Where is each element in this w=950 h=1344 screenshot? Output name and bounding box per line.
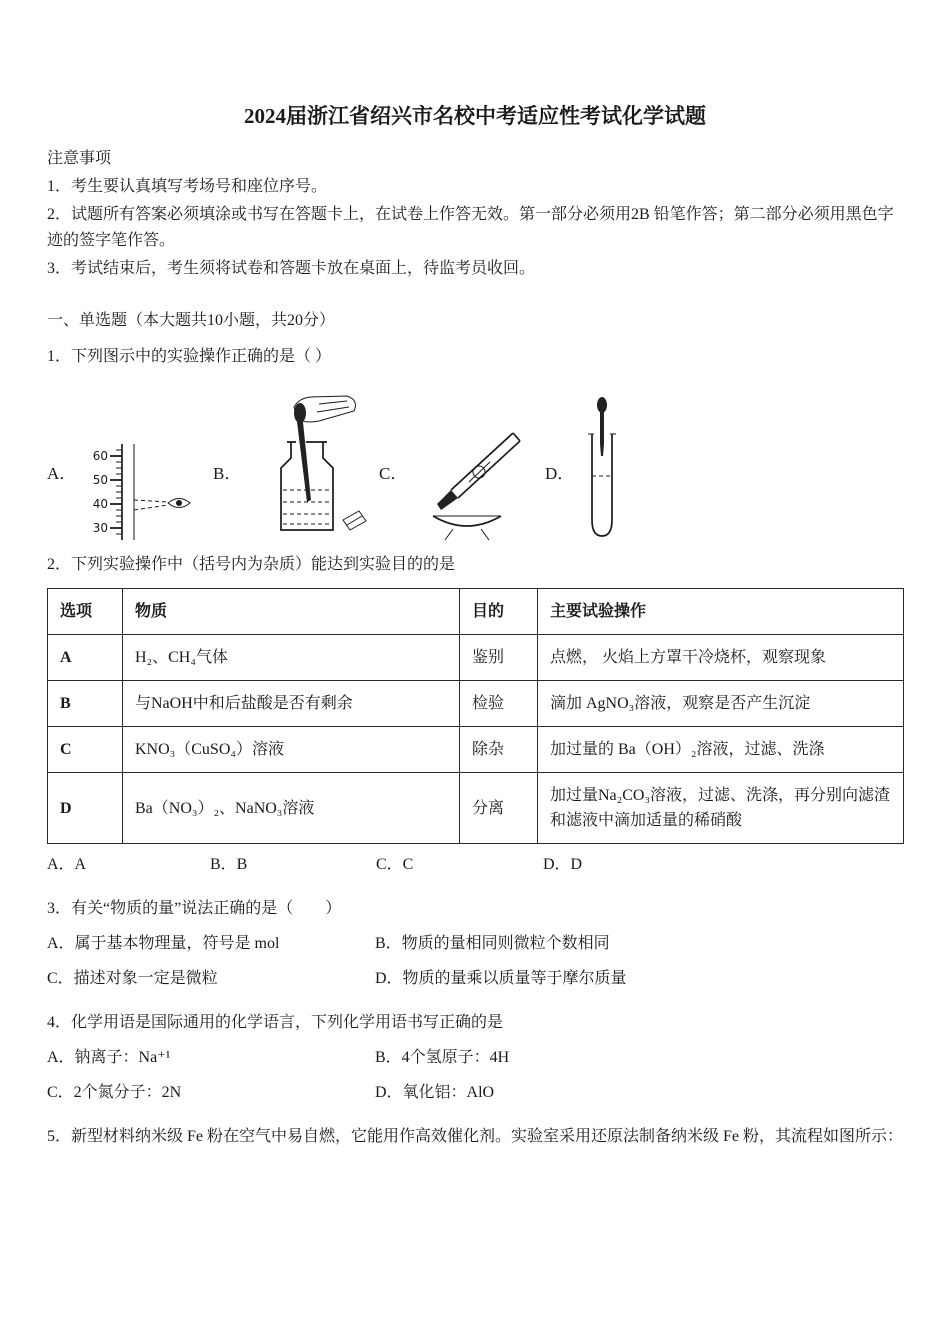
q3-option-b: B．物质的量相同则微粒个数相同: [375, 935, 610, 952]
table-row: [48, 681, 904, 727]
column-header-option: 选项: [48, 589, 123, 635]
row-b-purpose: 检验: [460, 681, 538, 727]
question-5-text: 5．新型材料纳米级 Fe 粉在空气中易自燃，它能用作高效催化剂。实验室采用还原法制备纳米级 Fe 粉，其流程如图所示：: [47, 1128, 904, 1145]
table-header-row: [48, 589, 904, 635]
answer-option-c: C．C: [376, 856, 414, 873]
question-2-text: 2．下列实验操作中（括号内为杂质）能达到实验目的的是: [47, 556, 456, 573]
question-1: [47, 344, 903, 542]
row-c-operation: 加过量的 Ba（OH）₂溶液，过滤、洗涤: [538, 727, 904, 773]
q4-option-a: A．钠离子：Na⁺¹: [47, 1049, 171, 1066]
figure-option-b: [213, 382, 379, 542]
question-4-options: [47, 1045, 903, 1106]
row-d-option: D: [48, 773, 123, 844]
question-1-text: 1．下列图示中的实验操作正确的是（ ）: [47, 348, 332, 365]
option-d-label: D．: [545, 464, 575, 483]
column-header-purpose: 目的: [460, 589, 538, 635]
evaporating-dish-icon: [433, 516, 501, 540]
section-heading: 一、单选题（本大题共10小题，共20分）: [47, 312, 336, 329]
q4-option-c: C．2个氮分子：2N: [47, 1084, 182, 1101]
table-row: [48, 773, 904, 844]
row-a-substance: H₂、CH₄气体: [123, 635, 460, 681]
question-3-text: 3．有关“物质的量”说法正确的是（ ）: [47, 900, 342, 917]
q4-option-d: D．氧化铝：AlO: [375, 1084, 495, 1101]
figure-option-a: [47, 382, 213, 542]
row-a-purpose: 鉴别: [460, 635, 538, 681]
row-c-option: C: [48, 727, 123, 773]
column-header-substance: 物质: [123, 589, 460, 635]
figure-option-c: [379, 382, 545, 542]
question-3-options: [47, 931, 903, 992]
row-c-substance: KNO₃（CuSO₄）溶液: [123, 727, 460, 773]
q3-option-c: C．描述对象一定是微粒: [47, 970, 218, 987]
table-row: [48, 727, 904, 773]
dropper-icon: [294, 403, 311, 502]
cylinder-mark-30: 30: [93, 521, 109, 535]
row-a-operation: 点燃， 火焰上方罩干冷烧杯，观察现象: [538, 635, 904, 681]
question-4: [47, 1010, 903, 1106]
table-row: [48, 635, 904, 681]
answer-option-a: A．A: [47, 856, 87, 873]
row-d-substance: Ba（NO₃）₂、NaNO₃溶液: [123, 773, 460, 844]
notice-section: [47, 146, 903, 282]
row-b-option: B: [48, 681, 123, 727]
test-tube-figure: [580, 396, 624, 542]
dropper-icon: [597, 397, 607, 456]
notice-heading: 注意事项: [47, 150, 112, 167]
row-a-option: A: [48, 635, 123, 681]
q4-option-b: B．4个氢原子：4H: [375, 1049, 510, 1066]
cylinder-mark-60: 60: [93, 449, 109, 463]
option-c-label: C．: [379, 464, 408, 483]
question-2-answers: [47, 852, 903, 878]
row-d-purpose: 分离: [460, 773, 538, 844]
q3-option-a: A．属于基本物理量，符号是 mol: [47, 935, 280, 952]
apparatus-figure: [413, 430, 541, 542]
column-header-operation: 主要试验操作: [538, 589, 904, 635]
row-b-substance: 与NaOH中和后盐酸是否有剩余: [123, 681, 460, 727]
page-title: 2024届浙江省绍兴市名校中考适应性考试化学试题: [244, 104, 706, 128]
question-4-text: 4．化学用语是国际通用的化学语言，下列化学用语书写正确的是: [47, 1014, 504, 1031]
q3-option-d: D．物质的量乘以质量等于摩尔质量: [375, 970, 627, 987]
question-2: [47, 552, 903, 878]
eye-icon: [168, 499, 190, 508]
cylinder-mark-40: 40: [93, 497, 109, 511]
row-c-purpose: 除杂: [460, 727, 538, 773]
row-b-operation: 滴加 AgNO₃溶液，观察是否产生沉淀: [538, 681, 904, 727]
graduated-cylinder-figure: [82, 442, 194, 542]
notice-item-2: 2．试题所有答案必须填涂或书写在答题卡上，在试卷上作答无效。第一部分必须用2B 铅笔作答；第二部分必须用黑色字迹的签字笔作答。: [47, 206, 894, 249]
stopper-icon: [343, 511, 366, 530]
question-1-figures: [47, 382, 903, 542]
dropper-bottle-figure: [247, 392, 371, 542]
notice-item-1: 1．考生要认真填写考场号和座位序号。: [47, 178, 328, 195]
answer-option-d: D．D: [543, 856, 583, 873]
option-a-label: A．: [47, 464, 77, 483]
cylinder-mark-50: 50: [93, 473, 109, 487]
question-5: [47, 1124, 903, 1150]
question-3: [47, 896, 903, 992]
tilted-tube-icon: [437, 433, 520, 510]
option-b-label: B．: [213, 464, 242, 483]
row-d-operation: 加过量Na₂CO₃溶液，过滤、洗涤，再分别向滤渣和滤液中滴加适量的稀硝酸: [538, 773, 904, 844]
answer-option-b: B．B: [210, 856, 248, 873]
q2-comparison-table: [47, 588, 904, 844]
figure-option-d: [545, 382, 624, 542]
notice-item-3: 3．考试结束后，考生须将试卷和答题卡放在桌面上，待监考员收回。: [47, 260, 536, 277]
